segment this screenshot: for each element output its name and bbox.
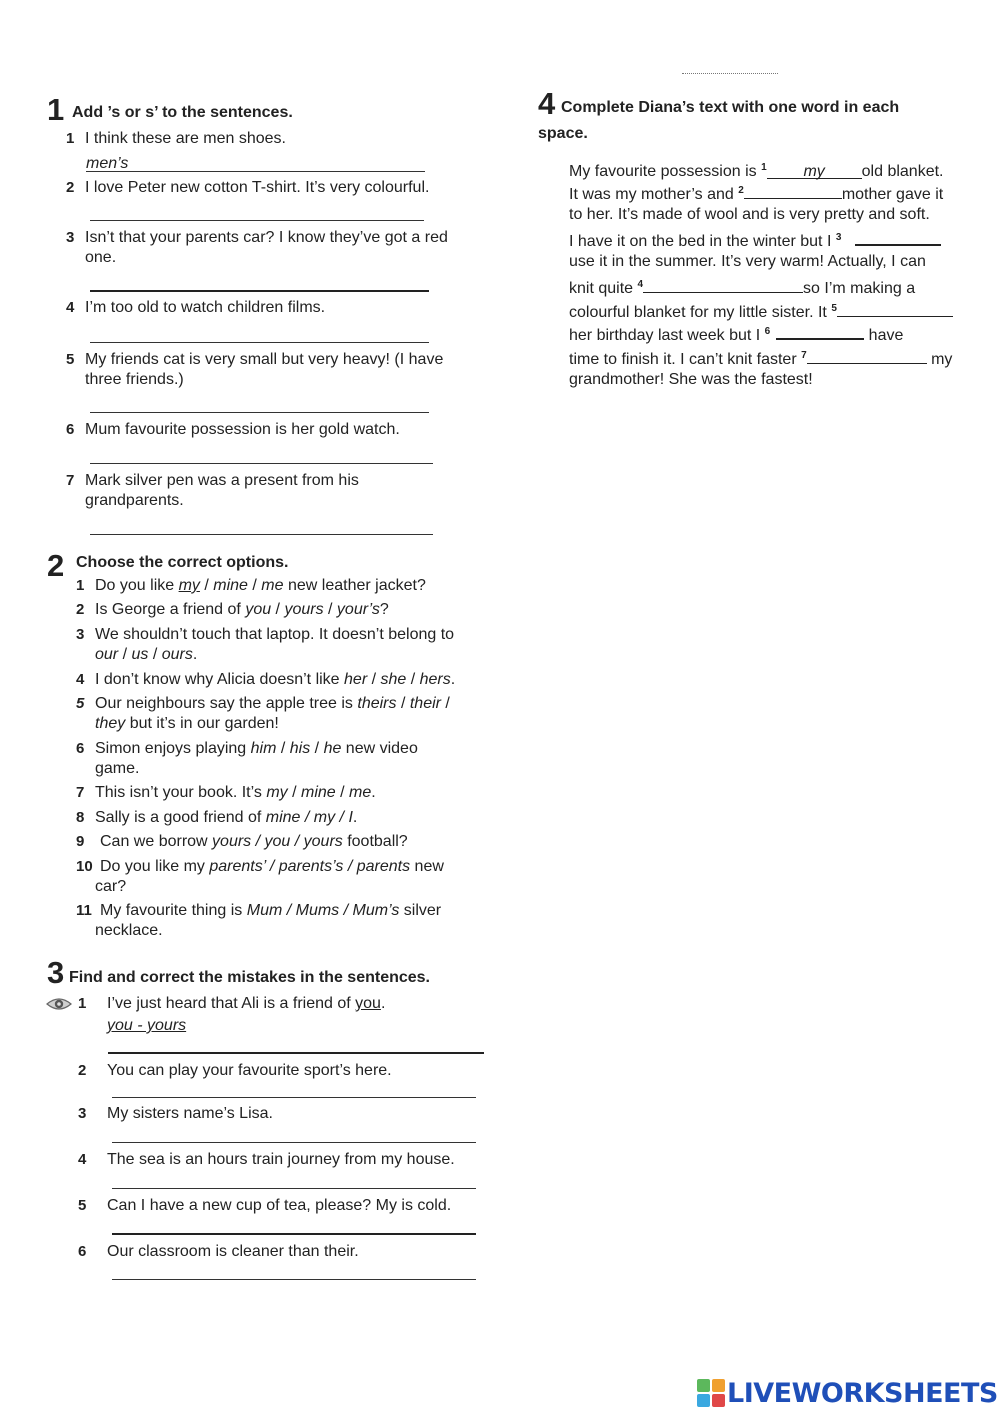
s2-item-pre: I don’t know why Alicia doesn’t like xyxy=(95,671,345,688)
s2-option[interactable]: me xyxy=(349,784,372,801)
s1-item-text: Mum favourite possession is her gold watch. xyxy=(85,421,400,438)
gap-5-input[interactable] xyxy=(837,300,953,317)
s1-item-text: Mark silver pen was a present from his xyxy=(85,472,359,489)
s3-item-text: The sea is an hours train journey from my house. xyxy=(107,1151,455,1168)
s1-item-text-cont: three friends.) xyxy=(85,371,184,388)
gap-number: 6 xyxy=(764,326,771,337)
s2-item-post: . xyxy=(192,646,198,663)
section-1-title: Add ’s or s’ to the sentences. xyxy=(72,104,293,121)
s2-item-number: 6 xyxy=(76,740,85,757)
s3-item-text: My sisters name’s Lisa. xyxy=(107,1105,273,1122)
s3-item-number: 6 xyxy=(78,1243,87,1260)
section-4-number: 4 xyxy=(538,86,556,121)
s2-item-post-cont: car? xyxy=(95,878,127,895)
s2-item-number: 10 xyxy=(76,858,93,875)
s2-options[interactable]: mine / my / I xyxy=(265,809,353,826)
s4-line-5: use it in the summer. It’s very warm! Actually, I can xyxy=(569,253,926,270)
s2-item-post-cont: game. xyxy=(95,760,140,777)
s4-text: mother gave it xyxy=(841,186,944,203)
s2-item-pre: Is George a friend of xyxy=(95,601,246,618)
s2-option[interactable]: theirs xyxy=(357,695,397,712)
s2-option[interactable]: us xyxy=(131,646,149,663)
s3-item-number: 4 xyxy=(78,1151,87,1168)
s2-item-post: ? xyxy=(379,601,389,618)
answer-line-s1-3[interactable] xyxy=(90,290,429,292)
s2-option[interactable]: she xyxy=(380,671,407,688)
s3-item-mistake: you xyxy=(355,995,381,1012)
s2-item-pre: My favourite thing is xyxy=(100,902,247,919)
s4-line-1 xyxy=(569,158,943,182)
s1-item-text: I’m too old to watch children films. xyxy=(85,299,326,316)
s2-option[interactable]: he xyxy=(323,740,342,757)
s4-line-8 xyxy=(569,322,903,346)
s1-item-number: 2 xyxy=(66,179,75,196)
s2-item-number: 4 xyxy=(76,671,85,688)
s2-item-number: 5 xyxy=(76,695,85,712)
answer-line-s3-2[interactable] xyxy=(112,1097,476,1098)
s2-item-pre: Can we borrow xyxy=(100,833,213,850)
liveworksheets-logo[interactable] xyxy=(697,1377,998,1409)
s2-item-pre: Do you like xyxy=(95,577,179,594)
s2-item-post: . xyxy=(450,671,456,688)
s1-item-text: Isn’t that your parents car? I know they’ve got a red xyxy=(85,229,448,246)
s1-item-number: 5 xyxy=(66,351,75,368)
s3-answer-1: you - yours xyxy=(107,1017,187,1034)
s2-item-post: football? xyxy=(342,833,408,850)
answer-line-s3-3[interactable] xyxy=(112,1142,476,1143)
s2-item-pre: Our neighbours say the apple tree is xyxy=(95,695,358,712)
s2-item-number: 7 xyxy=(76,784,85,801)
s2-option[interactable]: ours xyxy=(161,646,193,663)
s1-item-text: My friends cat is very small but very heavy! (I have xyxy=(85,351,444,368)
s2-option[interactable]: your’s xyxy=(336,601,380,618)
s3-item-number: 3 xyxy=(78,1105,87,1122)
answer-line-s3-4[interactable] xyxy=(112,1188,476,1189)
s4-text: My favourite possession is xyxy=(569,163,762,180)
s4-text: so I’m making a xyxy=(803,280,916,297)
gap-2-input[interactable] xyxy=(744,182,842,199)
s4-text: old blanket. xyxy=(861,163,944,180)
s4-text: It was my mother’s and xyxy=(569,186,739,203)
s2-item-number: 2 xyxy=(76,601,85,618)
s1-item-number: 6 xyxy=(66,421,75,438)
s2-option[interactable]: mine xyxy=(213,577,248,594)
s2-item-post-cont: necklace. xyxy=(95,922,163,939)
s4-line-3: to her. It’s made of wool and is very pretty and soft. xyxy=(569,206,930,223)
answer-line-s1-4[interactable] xyxy=(90,342,429,343)
s2-option[interactable]: they xyxy=(95,715,126,732)
s4-text: I have it on the bed in the winter but I xyxy=(569,233,836,250)
s4-text: my xyxy=(926,351,953,368)
section-1-number: 1 xyxy=(47,92,65,127)
s3-item-text: Can I have a new cup of tea, please? My is cold. xyxy=(107,1197,452,1214)
s3-item-number: 5 xyxy=(78,1197,87,1214)
gap-number: 5 xyxy=(831,303,837,314)
s2-item-post: . xyxy=(371,784,376,801)
s1-answer-1: men’s xyxy=(86,155,129,172)
answer-line-s1-7[interactable] xyxy=(90,534,433,535)
s2-item-number: 11 xyxy=(76,902,92,919)
gap-6-input[interactable] xyxy=(776,322,864,340)
s2-item-pre: This isn’t your book. It’s xyxy=(95,784,267,801)
s2-item-post: new leather jacket? xyxy=(283,577,426,594)
s4-text: time to finish it. I can’t knit faster xyxy=(569,351,802,368)
answer-line-s3-5[interactable] xyxy=(112,1233,476,1235)
gap-number: 3 xyxy=(835,232,842,243)
s2-option[interactable]: him xyxy=(250,740,277,757)
s4-line-10: grandmother! She was the fastest! xyxy=(569,371,813,388)
s4-line-4 xyxy=(569,228,941,252)
s1-item-text-cont: grandparents. xyxy=(85,492,184,509)
s2-option[interactable]: yours xyxy=(284,601,324,618)
s1-item-number: 7 xyxy=(66,472,75,489)
s2-item-post: silver xyxy=(399,902,442,919)
answer-line-s1-2[interactable] xyxy=(90,220,424,221)
logo-text: LIVEWORKSHEETS xyxy=(727,1377,998,1409)
gap-number: 1 xyxy=(761,162,767,173)
s2-item-pre: Do you like my xyxy=(100,858,210,875)
s2-item-pre: We shouldn’t touch that laptop. It doesn’t belong to xyxy=(95,626,455,643)
s2-option[interactable]: mine xyxy=(301,784,336,801)
s2-item-pre: Simon enjoys playing xyxy=(95,740,251,757)
s2-item-number: 9 xyxy=(76,833,85,850)
logo-blocks-icon xyxy=(697,1379,725,1407)
gap-number: 4 xyxy=(637,279,644,290)
answer-line-s1-6[interactable] xyxy=(90,463,433,464)
s2-item-post: new xyxy=(410,858,444,875)
answer-line-s1-5[interactable] xyxy=(90,412,429,413)
s2-item-number: 1 xyxy=(76,577,85,594)
s2-options[interactable]: yours / you / yours xyxy=(212,833,343,850)
s1-item-number: 4 xyxy=(66,299,75,316)
s1-item-text: I think these are men shoes. xyxy=(85,130,286,147)
top-dotted-line xyxy=(682,73,778,74)
s1-item-number: 1 xyxy=(66,130,75,147)
s1-item-text-cont: one. xyxy=(85,249,117,266)
answer-line-s1-1[interactable] xyxy=(86,171,425,172)
s3-item-text: Our classroom is cleaner than their. xyxy=(107,1243,359,1260)
section-4-title-cont: space. xyxy=(538,125,588,142)
s2-options[interactable]: Mum / Mums / Mum’s xyxy=(246,902,400,919)
s2-option[interactable]: his xyxy=(289,740,311,757)
s1-item-text: I love Peter new cotton T-shirt. It’s very colourful. xyxy=(85,179,430,196)
s4-line-2 xyxy=(569,181,943,205)
eye-icon[interactable] xyxy=(46,996,72,1012)
s2-options[interactable]: parents’ / parents’s / parents xyxy=(209,858,411,875)
s2-item-number: 8 xyxy=(76,809,85,826)
gap-number: 2 xyxy=(738,185,744,196)
s3-item-text: You can play your favourite sport’s here. xyxy=(107,1062,392,1079)
s4-text: her birthday last week but I xyxy=(569,327,765,344)
s2-option[interactable]: you xyxy=(245,601,272,618)
s4-text: knit quite xyxy=(569,280,638,297)
s4-line-6 xyxy=(569,275,915,299)
gap-3-input[interactable] xyxy=(855,228,941,246)
answer-line-s3-1[interactable] xyxy=(108,1052,484,1054)
gap-7-input[interactable] xyxy=(807,347,927,364)
s4-line-7 xyxy=(569,299,953,323)
s2-item-post: but it’s in our garden! xyxy=(125,715,279,732)
s2-option-selected[interactable]: my xyxy=(178,577,200,594)
s4-text: have xyxy=(864,327,904,344)
s2-item-post: . xyxy=(352,809,358,826)
s4-text: colourful blanket for my little sister. It xyxy=(569,304,832,321)
s3-item-post: . xyxy=(380,995,386,1012)
s4-line-9 xyxy=(569,346,952,370)
gap-1-input[interactable]: my xyxy=(767,162,862,179)
s2-option[interactable]: hers xyxy=(419,671,451,688)
section-4-title: Complete Diana’s text with one word in each xyxy=(561,99,900,116)
s2-item-pre: Sally is a good friend of xyxy=(95,809,266,826)
s2-item-post: new video xyxy=(341,740,418,757)
s3-item-number: 2 xyxy=(78,1062,87,1079)
s2-option[interactable]: my xyxy=(266,784,288,801)
gap-number: 7 xyxy=(801,350,807,361)
s1-item-number: 3 xyxy=(66,229,75,246)
section-2-title: Choose the correct options. xyxy=(76,554,289,571)
s2-option[interactable]: their xyxy=(409,695,441,712)
s2-item-number: 3 xyxy=(76,626,85,643)
s2-option[interactable]: her xyxy=(344,671,368,688)
s3-item-pre: I’ve just heard that Ali is a friend of xyxy=(107,995,356,1012)
section-2-number: 2 xyxy=(47,548,65,583)
answer-line-s3-6[interactable] xyxy=(112,1279,476,1280)
s3-item-number: 1 xyxy=(78,995,87,1012)
section-3-title: Find and correct the mistakes in the sentences. xyxy=(69,969,430,986)
s2-option[interactable]: me xyxy=(261,577,284,594)
s2-option[interactable]: our xyxy=(95,646,119,663)
section-3-number: 3 xyxy=(47,955,65,990)
gap-4-input[interactable] xyxy=(643,276,803,293)
